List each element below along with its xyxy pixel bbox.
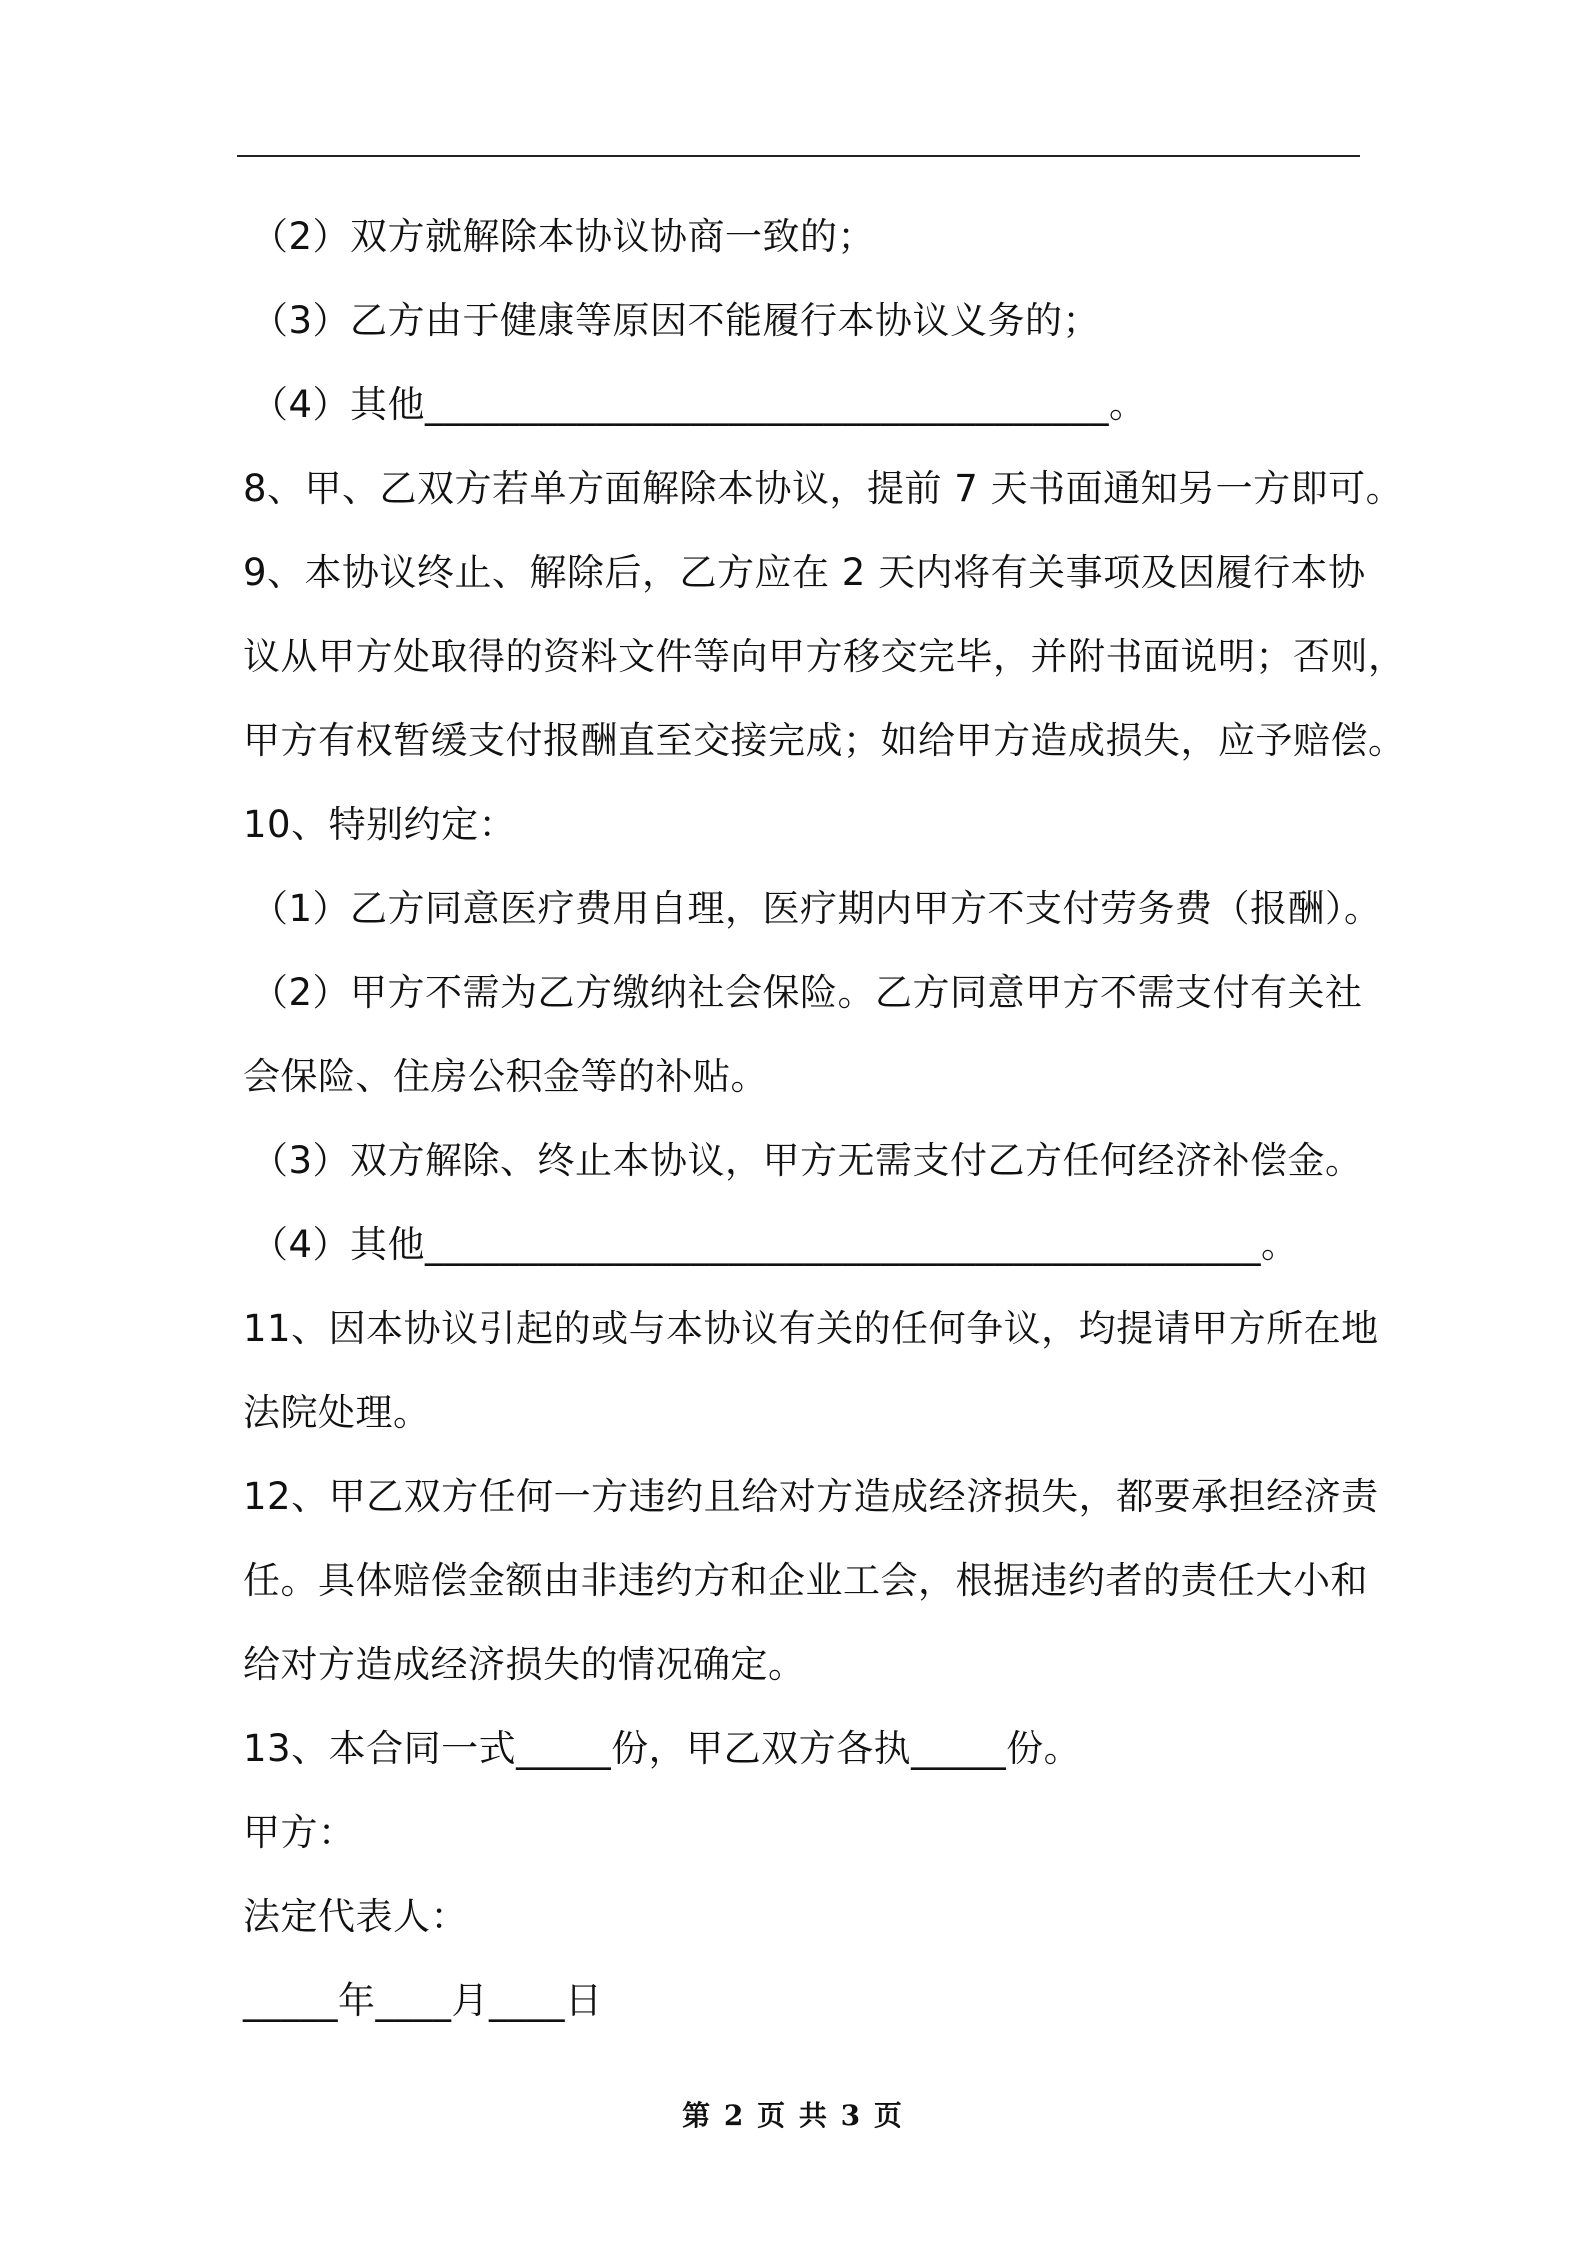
header-rule xyxy=(237,155,1360,157)
legal-representative-label: 法定代表人： xyxy=(243,1895,468,1938)
clause-9-line-3: 甲方有权暂缓支付报酬直至交接完成；如给甲方造成损失，应予赔偿。 xyxy=(243,719,1406,762)
clause-7-2: （2）双方就解除本协议协商一致的； xyxy=(251,215,876,258)
clause-11-line-2: 法院处理。 xyxy=(243,1391,431,1434)
clause-10-4: （4）其他____________________________________________。 xyxy=(251,1223,1299,1266)
clause-9-line-2: 议从甲方处取得的资料文件等向甲方移交完毕，并附书面说明；否则， xyxy=(243,635,1406,678)
clause-8: 8、甲、乙双方若单方面解除本协议，提前 7 天书面通知另一方即可。 xyxy=(243,467,1404,510)
clause-12-line-3: 给对方造成经济损失的情况确定。 xyxy=(243,1643,806,1686)
clause-10-heading: 10、特别约定： xyxy=(243,803,517,846)
document-body xyxy=(243,195,1406,2043)
date-line: _____年____月____日 xyxy=(243,1979,603,2022)
clause-10-2-line-1: （2）甲方不需为乙方缴纳社会保险。乙方同意甲方不需支付有关社 xyxy=(251,971,1363,1014)
clause-10-1: （1）乙方同意医疗费用自理，医疗期内甲方不支付劳务费（报酬）。 xyxy=(251,887,1382,930)
clause-12-line-2: 任。具体赔偿金额由非违约方和企业工会，根据违约者的责任大小和 xyxy=(243,1559,1368,1602)
clause-10-2-line-2: 会保险、住房公积金等的补贴。 xyxy=(243,1055,768,1098)
clause-12-line-1: 12、甲乙双方任何一方违约且给对方造成经济损失，都要承担经济责 xyxy=(243,1475,1379,1518)
clause-13: 13、本合同一式_____份，甲乙双方各执_____份。 xyxy=(243,1727,1082,1770)
clause-7-4: （4）其他____________________________________。 xyxy=(251,383,1147,426)
clause-11-line-1: 11、因本协议引起的或与本协议有关的任何争议，均提请甲方所在地 xyxy=(243,1307,1379,1350)
page-number: 第 2 页 共 3 页 xyxy=(682,2099,904,2132)
party-a-label: 甲方： xyxy=(243,1811,356,1854)
clause-10-3: （3）双方解除、终止本协议，甲方无需支付乙方任何经济补偿金。 xyxy=(251,1139,1363,1182)
clause-7-3: （3）乙方由于健康等原因不能履行本协议义务的； xyxy=(251,299,1101,342)
clause-9-line-1: 9、本协议终止、解除后，乙方应在 2 天内将有关事项及因履行本协 xyxy=(243,551,1366,594)
